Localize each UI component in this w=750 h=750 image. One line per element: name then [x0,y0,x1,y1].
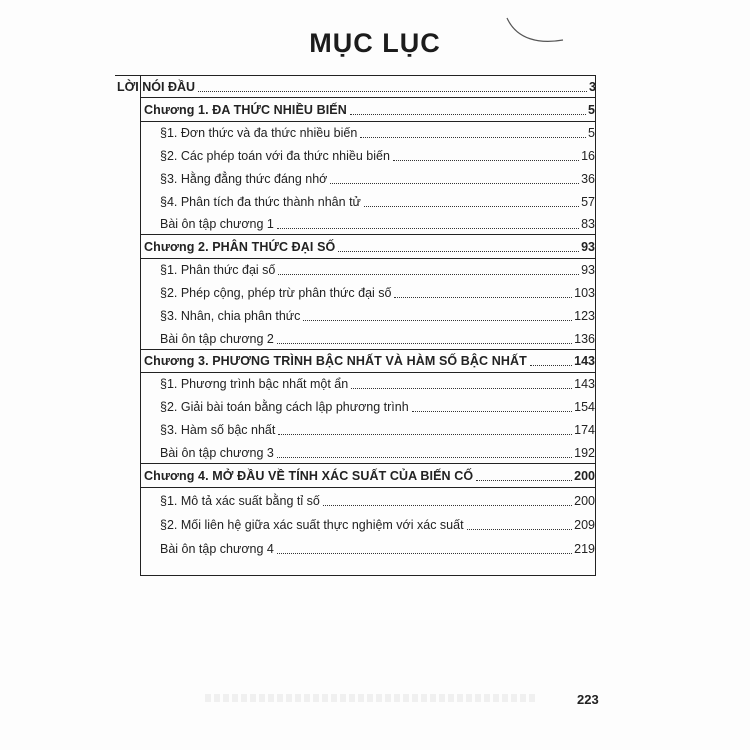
toc-entry-label: §1. Đơn thức và đa thức nhiều biến [160,126,358,140]
leader-dots [412,411,572,412]
toc-entry-page: 5 [588,103,595,117]
page-number: 223 [577,692,599,707]
toc-entry-label: Bài ôn tập chương 3 [160,446,274,460]
toc-entry-page: 219 [574,542,595,556]
toc-entry-page: 136 [574,332,595,346]
toc-entry-chapter-3[interactable] [144,354,595,369]
toc-entry-label: Bài ôn tập chương 1 [160,217,274,231]
toc-entry-preface[interactable] [117,80,596,95]
toc-entry-label: §1. Phương trình bậc nhất một ẩn [160,377,349,391]
toc-entry-section[interactable] [160,195,595,210]
page-title: MỤC LỤC [309,28,441,58]
leader-dots [330,183,579,184]
toc-entry-page: 143 [574,354,595,368]
toc-entry-section[interactable] [160,286,595,301]
toc-entry-section[interactable] [160,400,595,415]
leader-dots [394,297,572,298]
leader-dots [277,457,572,458]
chapter-separator [140,349,595,350]
toc-entry-label: §1. Mô tả xác suất bằng tỉ số [160,494,320,508]
toc-entry-page: 209 [574,518,595,532]
toc-entry-label: §2. Các phép toán với đa thức nhiều biến [160,149,390,163]
toc-entry-section[interactable] [160,263,595,278]
leader-dots [278,274,579,275]
toc-entry-page: 200 [574,469,595,483]
toc-entry-section[interactable] [160,126,595,141]
chapter-separator [140,372,595,373]
toc-entry-label: §3. Nhân, chia phân thức [160,309,301,323]
toc-entry-label: §3. Hằng đẳng thức đáng nhớ [160,172,328,186]
toc-entry-page: 154 [574,400,595,414]
toc-entry-page: 192 [574,446,595,460]
toc-entry-page: 36 [581,172,595,186]
leader-dots [351,388,572,389]
toc-entry-section[interactable] [160,518,595,533]
toc-entry-section[interactable] [160,377,595,392]
leader-dots [277,228,579,229]
leader-dots [277,343,572,344]
toc-entry-page: 143 [574,377,595,391]
toc-entry-label: §1. Phân thức đại số [160,263,276,277]
toc-entry-review[interactable] [160,217,595,232]
toc-entry-section[interactable] [160,149,595,164]
toc-entry-chapter-1[interactable] [144,103,595,118]
leader-dots [467,529,573,530]
toc-entry-label: §4. Phân tích đa thức thành nhân tử [160,195,361,209]
toc-entry-page: 200 [574,494,595,508]
leader-dots [323,505,572,506]
leader-dots [360,137,586,138]
toc-entry-page: 5 [588,126,595,140]
toc-entry-chapter-2[interactable] [144,240,595,255]
toc-entry-label: §3. Hàm số bậc nhất [160,423,276,437]
chapter-separator [140,121,595,122]
toc-entry-page: 123 [574,309,595,323]
chapter-separator [140,258,595,259]
toc-entry-page: 103 [574,286,595,300]
bleed-through-text [205,694,535,702]
toc-entry-label: Chương 2. PHÂN THỨC ĐẠI SỐ [144,240,336,254]
toc-entry-label: Chương 3. PHƯƠNG TRÌNH BẬC NHẤT VÀ HÀM SỐ BẬC NHẤT [144,354,527,368]
toc-entry-review[interactable] [160,446,595,461]
leader-dots [364,206,579,207]
toc-entry-page: 16 [581,149,595,163]
toc-entry-section[interactable] [160,172,595,187]
toc-entry-section[interactable] [160,494,595,509]
toc-entry-label: Bài ôn tập chương 2 [160,332,274,346]
toc-entry-label: Chương 4. MỞ ĐẦU VỀ TÍNH XÁC SUẤT CỦA BIẾN CỐ [144,469,474,483]
chapter-separator [140,97,595,98]
toc-entry-label: Bài ôn tập chương 4 [160,542,274,556]
toc-entry-review[interactable] [160,542,595,557]
toc-entry-page: 3 [589,80,596,94]
toc-entry-label: LỜI NÓI ĐẦU [117,80,196,94]
toc-entry-page: 83 [581,217,595,231]
toc-entry-label: §2. Mối liên hệ giữa xác suất thực nghiệm với xác suất [160,518,464,532]
leader-dots [476,480,572,481]
toc-entry-page: 174 [574,423,595,437]
leader-dots [350,114,586,115]
leader-dots [303,320,572,321]
leader-dots [338,251,579,252]
toc-entry-label: Chương 1. ĐA THỨC NHIỀU BIẾN [144,103,347,117]
chapter-separator [140,234,595,235]
leader-dots [198,91,587,92]
toc-entry-section[interactable] [160,423,595,438]
leader-dots [277,553,572,554]
toc-entry-page: 93 [581,263,595,277]
toc-entry-review[interactable] [160,332,595,347]
leader-dots [393,160,579,161]
toc-entry-page: 93 [581,240,595,254]
toc-entry-label: §2. Giải bài toán bằng cách lập phương trình [160,400,409,414]
chapter-separator [140,463,595,464]
toc-entry-page: 57 [581,195,595,209]
leader-dots [278,434,572,435]
toc-entry-section[interactable] [160,309,595,324]
toc-entry-label: §2. Phép cộng, phép trừ phân thức đại số [160,286,392,300]
toc-entry-chapter-4[interactable] [144,469,595,484]
leader-dots [530,365,572,366]
chapter-separator [140,487,595,488]
